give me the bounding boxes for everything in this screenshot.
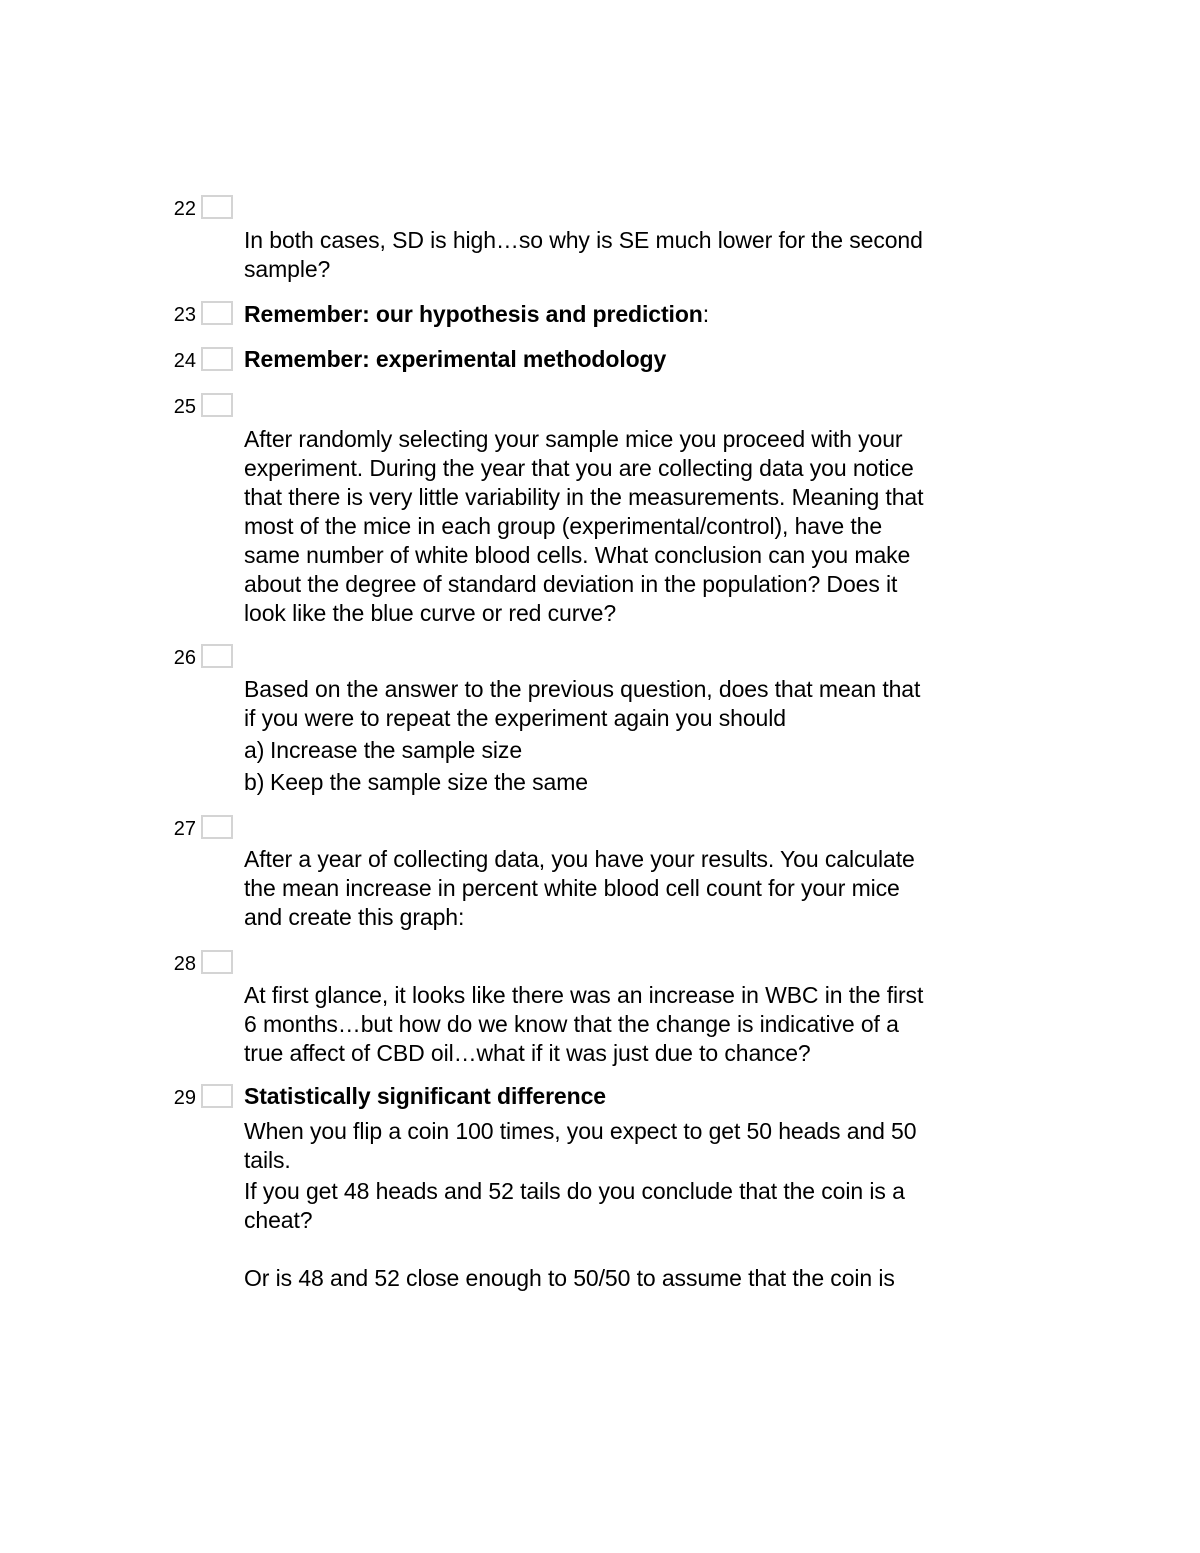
list-item-text: Increase the sample size [270, 737, 523, 763]
list-item-text: Keep the sample size the same [270, 769, 588, 795]
slide-thumbnail[interactable] [201, 393, 233, 417]
notes-text: Based on the answer to the previous question, does that mean that if you were to repeat the experiment again you should [244, 676, 921, 731]
list-marker: b) [244, 769, 265, 795]
slide-number: 29 [173, 1087, 196, 1109]
list-item [244, 768, 1004, 797]
title-text: Remember: our hypothesis and prediction [244, 301, 703, 327]
title-suffix: : [702, 301, 710, 327]
notes-text: At first glance, it looks like there was an increase in WBC in the first 6 months…but how do we know that the change is indicative of a true affect of CBD oil…what if it was just due to chance? [244, 982, 924, 1066]
notes-text: If you get 48 heads and 52 tails do you conclude that the coin is a cheat? [244, 1178, 905, 1233]
slide-notes [244, 845, 1004, 932]
notes-text: In both cases, SD is high…so why is SE much lower for the second sample? [244, 227, 923, 282]
slide-notes [244, 675, 1004, 797]
title-text: Statistically significant difference [244, 1083, 606, 1109]
slide-thumbnail[interactable] [201, 347, 233, 371]
notes-text: After randomly selecting your sample mice you proceed with your experiment. During the year that you are collecting data you notice that there is very little variability in the measurements. Meaning that most of the mice in each group (experimental/control), have the same number of white blood cells. What conclusion can you make about the degree of standard deviation in the population? Does it look like the blue curve or red curve? [244, 426, 924, 626]
list-marker: a) [244, 737, 265, 763]
blank-line [244, 1235, 1004, 1264]
slide-number: 27 [173, 818, 196, 840]
title-text: Remember: experimental methodology [244, 346, 667, 372]
slide-thumbnail[interactable] [201, 195, 233, 219]
slide-thumbnail[interactable] [201, 1084, 233, 1108]
slide-notes [244, 981, 1004, 1068]
slide-thumbnail[interactable] [201, 950, 233, 974]
slide-number: 26 [173, 647, 196, 669]
slide-number: 24 [173, 350, 196, 372]
notes-text: Or is 48 and 52 close enough to 50/50 to assume that the coin is [244, 1265, 895, 1291]
slide-thumbnail[interactable] [201, 301, 233, 325]
slide-title [244, 345, 1004, 374]
slide-notes [244, 1082, 1004, 1293]
slide-notes [244, 425, 1004, 628]
slide-number: 28 [173, 953, 196, 975]
notes-text: When you flip a coin 100 times, you expect to get 50 heads and 50 tails. [244, 1118, 917, 1173]
slide-thumbnail[interactable] [201, 815, 233, 839]
slide-number: 22 [173, 198, 196, 220]
slide-title [244, 300, 1004, 329]
slide-number: 25 [173, 396, 196, 418]
slide-thumbnail[interactable] [201, 644, 233, 668]
list-item [244, 736, 1004, 765]
notes-text: After a year of collecting data, you have your results. You calculate the mean increase in percent white blood cell count for your mice and create this graph: [244, 846, 915, 930]
slide-notes [244, 226, 1004, 284]
slide-number: 23 [173, 304, 196, 326]
